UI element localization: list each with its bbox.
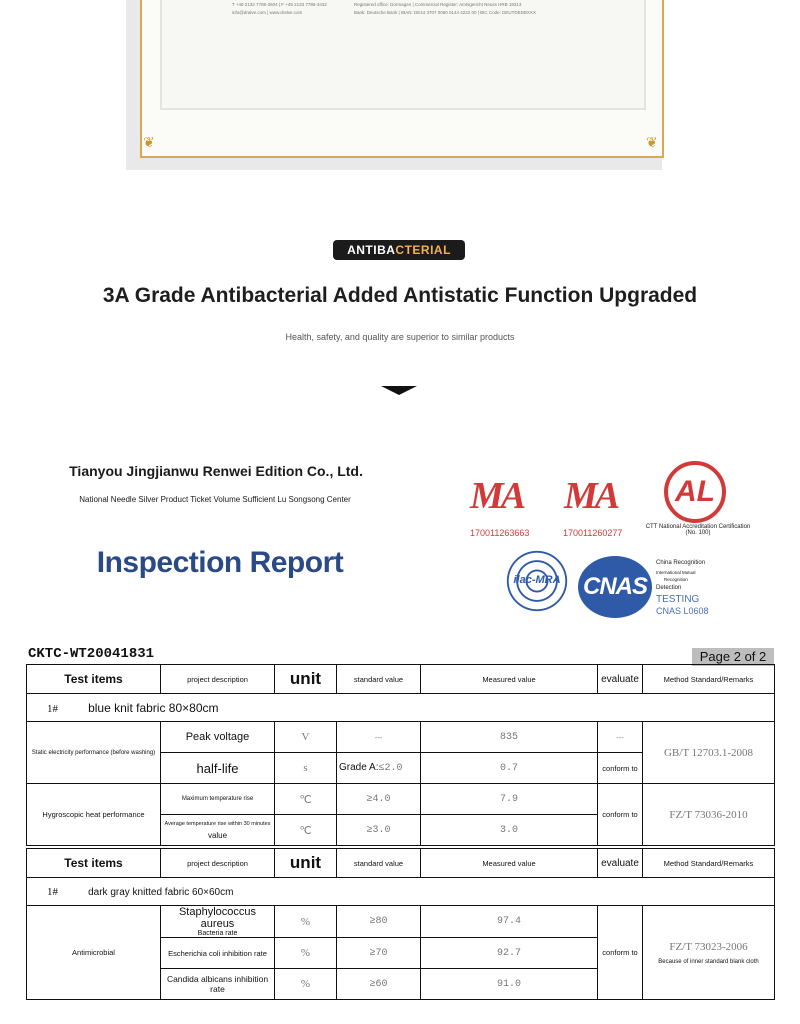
- measured-candida: 91.0: [421, 969, 598, 1000]
- header-evaluate: evaluate: [598, 849, 643, 878]
- table-row: [27, 878, 775, 906]
- table-row: [27, 906, 775, 938]
- badge-text-part1: ANTIBA: [347, 243, 396, 257]
- method-antimicrobial-note: Because of inner standard blank cloth: [658, 958, 759, 965]
- header-method: Method Standard/Remarks: [643, 849, 775, 878]
- antibacterial-badge: [333, 240, 465, 260]
- method-hygroscopic: FZ/T 73036-2010: [643, 784, 775, 846]
- measured-staph: 97.4: [421, 906, 598, 938]
- std-half-life-prefix: Grade A:: [339, 762, 379, 773]
- std-half-life-value: ≤2.0: [378, 763, 403, 774]
- cma-number-1: 170011263663: [470, 528, 530, 538]
- unit-ecoli: %: [275, 938, 337, 969]
- desc-staph-name: Staphylococcus aureus: [178, 906, 257, 930]
- desc-staph-sub: Bacteria rate: [197, 930, 238, 937]
- std-ecoli: ≥70: [337, 938, 421, 969]
- unit-avg-temp: ℃: [275, 815, 337, 846]
- table-2-header-row: [27, 849, 775, 878]
- measured-max-temp: 7.9: [421, 784, 598, 815]
- header-project-description: project description: [161, 665, 275, 694]
- header-measured-value: Measured value: [421, 849, 598, 878]
- measured-half-life: 0.7: [421, 753, 598, 784]
- unit-candida: %: [275, 969, 337, 1000]
- headline: 3A Grade Antibacterial Added Antistatic Function Upgraded: [102, 284, 698, 307]
- header-project-description: project description: [161, 849, 275, 878]
- badge-text-part2: CTERIAL: [395, 243, 451, 257]
- header-unit: unit: [275, 665, 337, 694]
- results-table-2: [26, 848, 775, 1000]
- method-antimicrobial: [643, 906, 775, 1000]
- method-antimicrobial-code: FZ/T 73023-2006: [669, 940, 748, 953]
- table-row: [27, 722, 775, 753]
- method-static: GB/T 12703.1-2008: [643, 722, 775, 784]
- cnas-caption-6: CNAS L0608: [656, 606, 709, 616]
- desc-max-temp: Maximum temperature rise: [161, 784, 275, 815]
- eval-antimicrobial: conform to: [598, 906, 643, 1000]
- measured-peak-voltage: 835: [421, 722, 598, 753]
- desc-avg-temp-line: Average temperature rise within 30 minutes: [164, 820, 271, 827]
- std-avg-temp: ≥3.0: [337, 815, 421, 846]
- sample-row: [27, 694, 775, 722]
- std-max-temp: ≥4.0: [337, 784, 421, 815]
- ornament-corner-right-icon: ❦: [646, 134, 658, 150]
- sample-name: dark gray knitted fabric 60×60cm: [88, 886, 234, 898]
- ornament-corner-left-icon: ❦: [143, 134, 155, 150]
- desc-avg-temp-tail: value: [207, 830, 228, 840]
- group-antimicrobial: Antimicrobial: [27, 906, 161, 1000]
- ilac-mra-text: ilac-MRA: [513, 574, 561, 586]
- std-half-life: [337, 753, 421, 784]
- cnas-caption-2: International Mutual: [656, 570, 696, 575]
- unit-peak-voltage: V: [275, 722, 337, 753]
- cma-logo-1-icon: MA: [470, 475, 524, 517]
- measured-avg-temp: 3.0: [421, 815, 598, 846]
- certificate-footer-right-2: Bank: Deutsche Bank | IBAN: DE44 3707 0060 0144 4222 00 | BIC Code: DEUTDEDBXXX: [354, 10, 536, 15]
- sample-name: blue knit fabric 80×80cm: [88, 700, 219, 715]
- group-hygroscopic: Hygroscopic heat performance: [27, 784, 161, 846]
- header-test-items: Test items: [27, 665, 161, 694]
- desc-half-life: half-life: [161, 753, 275, 784]
- cnas-caption-3: Recognition: [664, 577, 688, 582]
- desc-staph: [161, 906, 275, 938]
- table-row: [27, 784, 775, 815]
- report-title: Inspection Report: [96, 546, 344, 579]
- down-arrow-icon: [381, 386, 417, 395]
- header-measured-value: Measured value: [421, 665, 598, 694]
- header-standard-value: standard value: [337, 849, 421, 878]
- cnas-logo-icon: CNAS: [578, 556, 652, 618]
- std-staph: ≥80: [337, 906, 421, 938]
- certificate-footer-left-2: info@dralve.com | www.dralve.com: [232, 10, 303, 15]
- unit-half-life: s: [275, 753, 337, 784]
- eval-half-life: conform to: [598, 753, 643, 784]
- desc-ecoli: Escherichia coli inhibition rate: [161, 938, 275, 969]
- header-unit: unit: [275, 849, 337, 878]
- sample-number: 1#: [47, 702, 58, 715]
- header-standard-value: standard value: [337, 665, 421, 694]
- std-candida: ≥60: [337, 969, 421, 1000]
- report-code: CKTC-WT20041831: [28, 646, 155, 662]
- desc-candida: Candida albicans inhibition rate: [161, 969, 275, 1000]
- certificate-footer-right: Registered office: Dormagen | Commercial Register: Amtsgericht Neuss HRB 18313: [354, 2, 522, 7]
- header-test-items: Test items: [27, 849, 161, 878]
- page-indicator: Page 2 of 2: [692, 648, 774, 666]
- table-1-header-row: [27, 665, 775, 694]
- sample-number: 1#: [47, 885, 58, 898]
- eval-hygroscopic: conform to: [598, 784, 643, 846]
- cma-logo-2-icon: MA: [564, 475, 618, 517]
- eval-peak-voltage: ---: [598, 722, 643, 753]
- cnas-caption-4: Detection: [656, 585, 682, 591]
- results-table-1: [26, 664, 775, 846]
- sample-row: [27, 878, 775, 906]
- desc-peak-voltage: Peak voltage: [161, 722, 275, 753]
- cnas-caption-1: China Recognition: [656, 560, 706, 566]
- group-static: Static electricity performance (before washing): [27, 722, 161, 784]
- header-method: Method Standard/Remarks: [643, 665, 775, 694]
- cma-number-2: 170011260277: [563, 528, 623, 538]
- cnas-caption-5: TESTING: [656, 594, 700, 605]
- cal-caption: CTT National Accreditation Certification (No. 100): [645, 524, 751, 536]
- measured-ecoli: 92.7: [421, 938, 598, 969]
- unit-staph: %: [275, 906, 337, 938]
- certificate-footer-left: T +49 2133 7786-3604 | F +49 2133 7786-3432: [232, 2, 327, 7]
- table-row: [27, 694, 775, 722]
- cal-logo-icon: AL: [664, 461, 726, 523]
- header-evaluate: evaluate: [598, 665, 643, 694]
- unit-max-temp: ℃: [275, 784, 337, 815]
- company-name: Tianyou Jingjianwu Renwei Edition Co., Ltd.: [69, 463, 363, 479]
- certificate-inner: [160, 0, 646, 110]
- subheadline: Health, safety, and quality are superior to similar products: [285, 332, 515, 342]
- company-subtitle: National Needle Silver Product Ticket Volume Sufficient Lu Songsong Center: [79, 495, 351, 504]
- std-peak-voltage: ---: [337, 722, 421, 753]
- desc-avg-temp: [161, 815, 275, 846]
